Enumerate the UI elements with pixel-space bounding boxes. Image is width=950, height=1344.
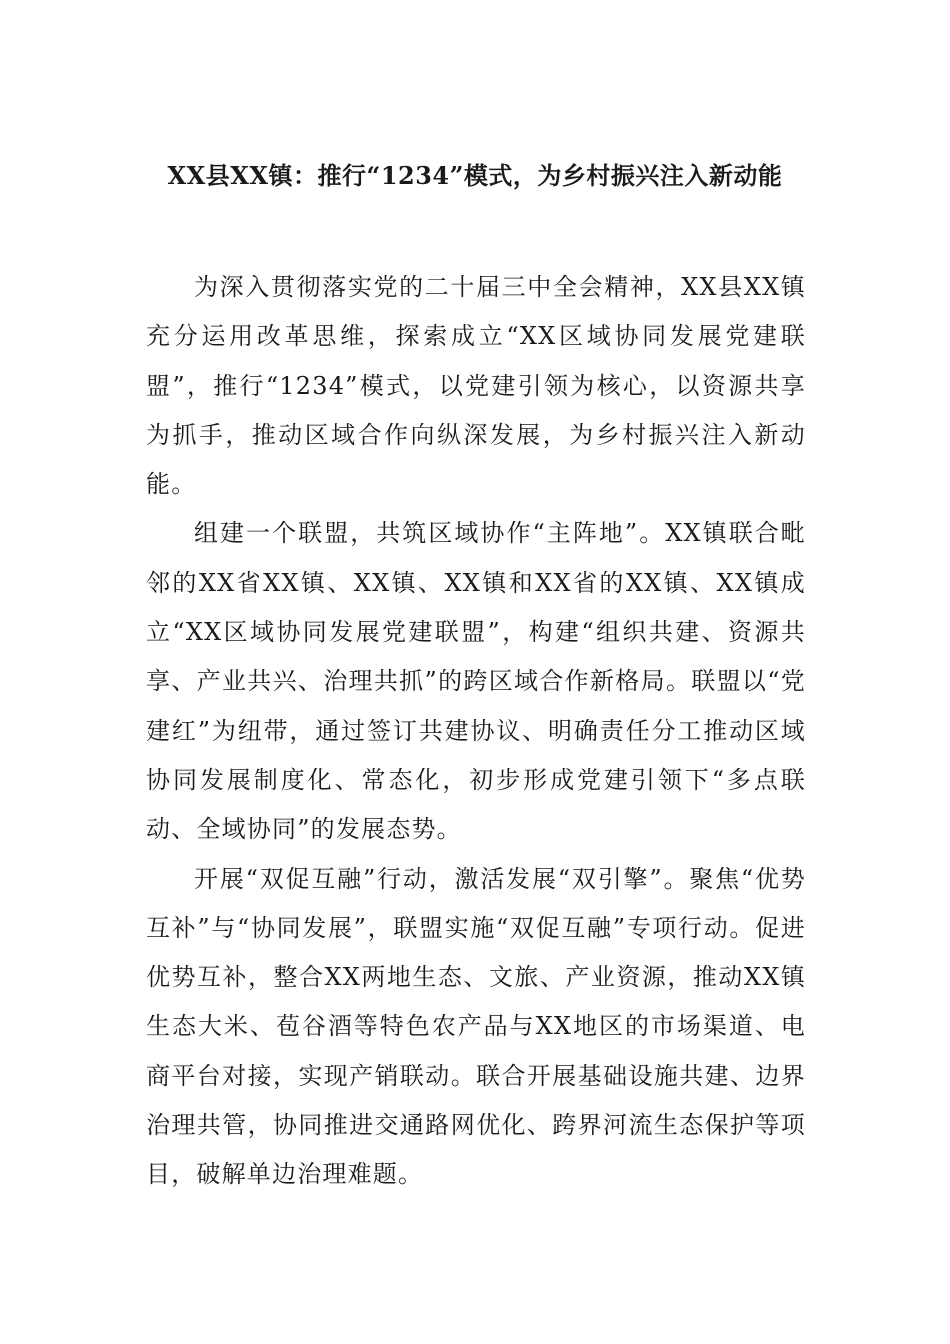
paragraph-alliance: 组建一个联盟，共筑区域协作“主阵地”。XX镇联合毗邻的XX省XX镇、XX镇、XX镇和XX省的XX镇、XX镇成立“XX区域协同发展党建联盟”，构建“组织共建、资源共享、产业共兴、治理共抓”的跨区域合作新格局。联盟以“党建红”为纽带，通过签订共建协议、明确责任分工推动区域协同发展制度化、常态化，初步形成党建引领下“多点联动、全域协同”的发展态势。	[146, 519, 806, 844]
paragraph-intro: 为深入贯彻落实党的二十届三中全会精神，XX县XX镇充分运用改革思维，探索成立“XX区域协同发展党建联盟”，推行“1234”模式，以党建引领为核心，以资源共享为抓手，推动区域合作向纵深发展，为乡村振兴注入新动能。	[146, 273, 806, 499]
document-title: XX县XX镇：推行“1234”模式，为乡村振兴注入新动能	[167, 161, 783, 190]
paragraph-dual-action: 开展“双促互融”行动，激活发展“双引擎”。聚焦“优势互补”与“协同发展”，联盟实施“双促互融”专项行动。促进优势互补，整合XX两地生态、文旅、产业资源，推动XX镇生态大米、苞谷酒等特色农产品与XX地区的市场渠道、电商平台对接，实现产销联动。联合开展基础设施共建、边界治理共管，协同推进交通路网优化、跨界河流生态保护等项目，破解单边治理难题。	[146, 864, 806, 1189]
document-body	[146, 263, 806, 1200]
